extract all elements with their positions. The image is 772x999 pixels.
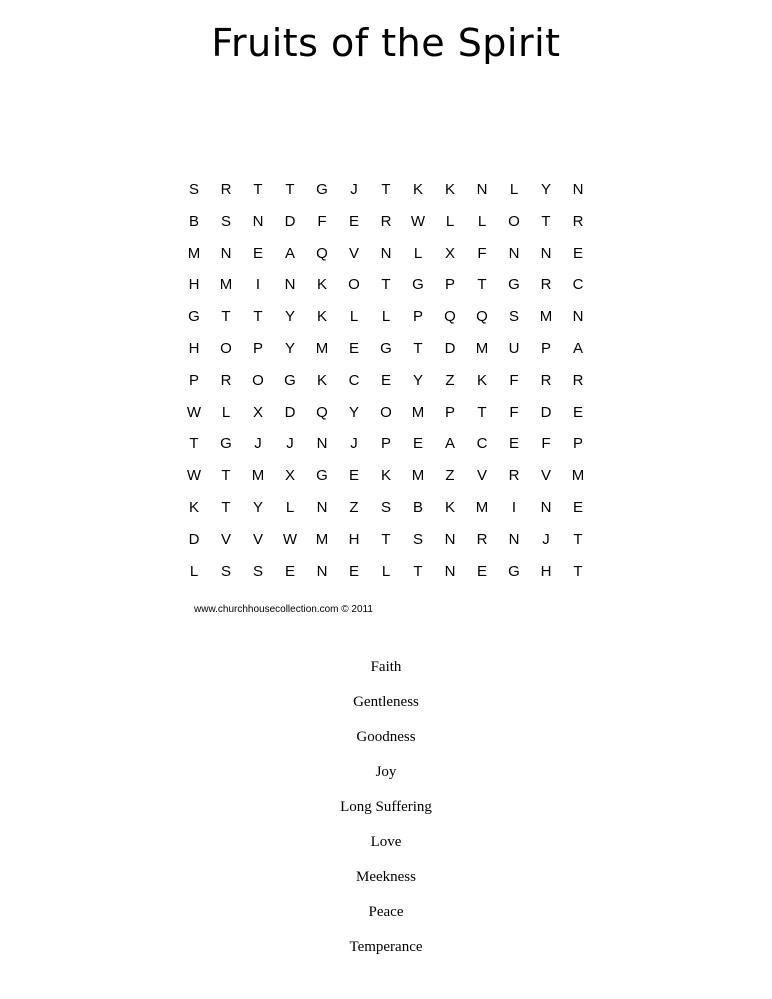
grid-letter: L: [445, 212, 455, 230]
grid-letter: S: [508, 308, 519, 326]
grid-letter: T: [413, 339, 423, 357]
grid-letter: G: [284, 371, 296, 389]
grid-letter: K: [412, 181, 423, 198]
copyright-credit: www.churchhousecollection.com © 2011: [194, 604, 373, 615]
grid-letter: K: [444, 181, 455, 198]
grid-letter: O: [348, 276, 360, 294]
grid-letter: N: [508, 244, 520, 262]
grid-letter: T: [477, 276, 487, 294]
word-list: [0, 650, 772, 965]
grid-letter: E: [412, 435, 423, 453]
grid-letter: Z: [445, 467, 455, 485]
grid-letter: T: [285, 181, 295, 198]
grid-letter: F: [477, 244, 487, 262]
grid-letter: P: [572, 435, 583, 453]
grid-letter: R: [476, 530, 488, 548]
grid-letter: Z: [445, 371, 455, 389]
grid-letter: R: [572, 371, 584, 389]
grid-letter: M: [411, 403, 425, 421]
grid-letter: M: [251, 467, 265, 485]
grid-letter: W: [410, 212, 426, 230]
grid-letter: K: [316, 276, 327, 294]
grid-letter: F: [509, 371, 519, 389]
grid-letter: T: [221, 308, 231, 326]
grid-letter: M: [187, 244, 201, 262]
grid-letter: M: [475, 498, 489, 516]
grid-letter: T: [573, 530, 583, 548]
grid-letter: G: [508, 562, 520, 580]
grid-letter: O: [252, 371, 264, 389]
grid-letter: D: [444, 339, 456, 357]
grid-letter: W: [186, 467, 202, 485]
grid-letter: V: [348, 244, 359, 262]
grid-letter: C: [572, 276, 584, 294]
grid-letter: V: [476, 467, 487, 485]
grid-letter: T: [573, 562, 583, 580]
grid-letter: N: [380, 244, 392, 262]
word-list-item: Love: [370, 834, 402, 850]
grid-letter: E: [380, 371, 391, 389]
grid-letter: N: [508, 530, 520, 548]
grid-letter: M: [315, 339, 329, 357]
grid-letter: T: [253, 308, 263, 326]
grid-letter: D: [284, 212, 296, 230]
grid-letter: Q: [316, 244, 328, 262]
grid-letter: P: [252, 339, 263, 357]
grid-letter: E: [348, 467, 359, 485]
word-list-item: Faith: [370, 659, 402, 675]
grid-letter: G: [508, 276, 520, 294]
grid-letter: J: [350, 181, 358, 198]
grid-letter: C: [476, 435, 488, 453]
grid-letter: N: [540, 498, 552, 516]
word-list-item: Meekness: [356, 869, 416, 885]
grid-letter: C: [348, 371, 360, 389]
grid-letter: J: [350, 435, 358, 453]
word-list-item: Gentleness: [353, 694, 419, 710]
grid-letter: V: [252, 530, 263, 548]
grid-letter: B: [188, 212, 199, 230]
grid-letter: R: [572, 212, 584, 230]
grid-letter: F: [541, 435, 551, 453]
grid-letter: Q: [316, 403, 328, 421]
word-list-item: Goodness: [356, 729, 416, 745]
word-list-item: Peace: [368, 904, 404, 920]
grid-letter: S: [412, 530, 423, 548]
grid-letter: D: [284, 403, 296, 421]
grid-letter: P: [380, 435, 391, 453]
grid-letter: Y: [540, 181, 551, 198]
grid-letter: M: [571, 467, 585, 485]
grid-letter: N: [252, 212, 264, 230]
grid-letter: Q: [444, 308, 456, 326]
grid-letter: A: [284, 244, 295, 262]
grid-letter: R: [540, 371, 552, 389]
grid-letter: T: [413, 562, 423, 580]
grid-letter: P: [188, 371, 199, 389]
grid-letter: Z: [349, 498, 359, 516]
grid-letter: T: [381, 530, 391, 548]
grid-letter: L: [189, 562, 199, 580]
grid-letter: N: [316, 562, 328, 580]
grid-letter: F: [509, 403, 519, 421]
grid-letter: E: [572, 244, 583, 262]
grid-letter: P: [444, 276, 455, 294]
grid-letter: T: [381, 276, 391, 294]
grid-letter: M: [315, 530, 329, 548]
grid-letter: P: [444, 403, 455, 421]
grid-letter: O: [508, 212, 520, 230]
grid-letter: W: [186, 403, 202, 421]
grid-letter: T: [189, 435, 199, 453]
grid-letter: H: [348, 530, 360, 548]
grid-letter: N: [540, 244, 552, 262]
grid-letter: H: [540, 562, 552, 580]
grid-letter: A: [444, 435, 455, 453]
grid-letter: E: [572, 498, 583, 516]
grid-letter: B: [412, 498, 423, 516]
grid-letter: A: [572, 339, 583, 357]
grid-letter: W: [282, 530, 298, 548]
grid-letter: O: [220, 339, 232, 357]
grid-letter: M: [539, 308, 553, 326]
grid-letter: R: [220, 371, 232, 389]
grid-letter: F: [317, 212, 327, 230]
grid-letter: Q: [476, 308, 488, 326]
grid-letter: S: [380, 498, 391, 516]
grid-letter: Y: [412, 371, 423, 389]
grid-letter: G: [188, 308, 200, 326]
grid-letter: M: [475, 339, 489, 357]
word-list-item: Joy: [375, 764, 397, 780]
grid-letter: S: [220, 212, 231, 230]
grid-letter: X: [444, 244, 455, 262]
grid-letter: L: [477, 212, 487, 230]
grid-letter: E: [348, 562, 359, 580]
grid-letter: K: [380, 467, 391, 485]
grid-letter: S: [220, 562, 231, 580]
grid-letter: L: [413, 244, 423, 262]
grid-letter: K: [316, 308, 327, 326]
grid-letter: R: [540, 276, 552, 294]
grid-letter: N: [284, 276, 296, 294]
grid-letter: P: [540, 339, 551, 357]
grid-letter: U: [508, 339, 520, 357]
grid-letter: P: [412, 308, 423, 326]
grid-letter: L: [285, 498, 295, 516]
grid-letter: T: [221, 467, 231, 485]
grid-letter: E: [252, 244, 263, 262]
grid-letter: N: [572, 308, 584, 326]
grid-letter: H: [188, 276, 200, 294]
grid-letter: M: [411, 467, 425, 485]
grid-letter: Y: [252, 498, 263, 516]
grid-letter: X: [252, 403, 263, 421]
grid-letter: N: [444, 562, 456, 580]
grid-letter: G: [316, 181, 328, 198]
grid-letter: J: [542, 530, 550, 548]
grid-letter: M: [219, 276, 233, 294]
grid-letter: X: [284, 467, 295, 485]
grid-letter: N: [316, 498, 328, 516]
grid-letter: J: [286, 435, 294, 453]
grid-letter: I: [255, 276, 261, 294]
word-list-item: Long Suffering: [340, 799, 432, 815]
grid-letter: V: [220, 530, 231, 548]
grid-letter: G: [220, 435, 232, 453]
grid-letter: K: [444, 498, 455, 516]
grid-letter: J: [254, 435, 262, 453]
grid-letter: L: [381, 562, 391, 580]
grid-letter: R: [380, 212, 392, 230]
grid-letter: Y: [348, 403, 359, 421]
grid-letter: E: [476, 562, 487, 580]
grid-letter: E: [284, 562, 295, 580]
grid-letter: I: [511, 498, 517, 516]
grid-letter: Y: [284, 308, 295, 326]
grid-letter: T: [381, 181, 391, 198]
grid-letter: R: [508, 467, 520, 485]
grid-letter: T: [221, 498, 231, 516]
grid-letter: H: [188, 339, 200, 357]
grid-letter: G: [412, 276, 424, 294]
grid-letter: L: [221, 403, 231, 421]
grid-letter: G: [316, 467, 328, 485]
word-list-item: Temperance: [349, 939, 423, 955]
grid-letter: N: [476, 181, 488, 198]
grid-letter: T: [253, 181, 263, 198]
grid-letter: L: [509, 181, 519, 198]
grid-letter: N: [316, 435, 328, 453]
grid-letter: N: [572, 181, 584, 198]
grid-letter: L: [381, 308, 391, 326]
grid-letter: T: [477, 403, 487, 421]
grid-letter: E: [348, 212, 359, 230]
grid-letter: T: [541, 212, 551, 230]
grid-letter: V: [540, 467, 551, 485]
grid-letter: E: [348, 339, 359, 357]
page-title: Fruits of the Spirit: [211, 21, 561, 65]
grid-letter: G: [380, 339, 392, 357]
grid-letter: D: [540, 403, 552, 421]
word-search-grid: [178, 174, 594, 587]
grid-letter: L: [349, 308, 359, 326]
grid-letter: O: [380, 403, 392, 421]
grid-letter: K: [476, 371, 487, 389]
grid-letter: D: [188, 530, 200, 548]
grid-letter: R: [220, 181, 232, 198]
grid-letter: S: [188, 181, 199, 198]
grid-letter: E: [572, 403, 583, 421]
grid-letter: N: [220, 244, 232, 262]
grid-letter: Y: [284, 339, 295, 357]
grid-letter: K: [316, 371, 327, 389]
grid-letter: N: [444, 530, 456, 548]
grid-letter: E: [508, 435, 519, 453]
grid-letter: K: [188, 498, 199, 516]
grid-letter: S: [252, 562, 263, 580]
